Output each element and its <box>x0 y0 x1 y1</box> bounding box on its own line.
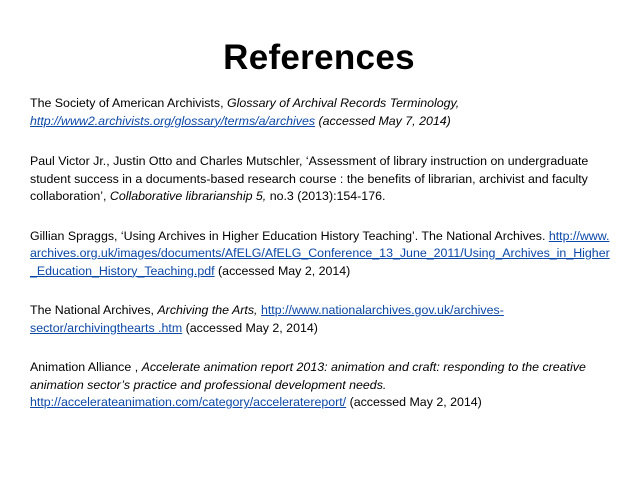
reference-link-part-1: http://www.nationalarchives.gov.uk/archives- <box>260 303 504 317</box>
reference-item <box>30 153 610 206</box>
reference-link[interactable]: http://www.archives.org.uk/images/documents/AfELG/AfELG_Conference_13_June_2011/Using_Archives_in_Higher_Education_History_Teaching.pdf <box>30 228 610 278</box>
reference-link[interactable]: http://www2.archivists.org/glossary/terms/a/archives <box>30 113 316 128</box>
reference-author: The National Archives, <box>30 303 158 317</box>
page-title: References <box>223 38 415 77</box>
reference-journal: Collaborative librarianship 5, <box>109 189 267 203</box>
reference-accessed: (accessed May 2, 2014) <box>214 263 351 278</box>
reference-accessed: (accessed May 2, 2014) <box>182 320 318 335</box>
reference-title: Glossary of Archival Records Terminology, <box>226 96 460 110</box>
reference-item <box>30 95 610 130</box>
reference-accessed: (accessed May 2, 2014) <box>346 395 482 409</box>
reference-item <box>30 359 610 412</box>
reference-title: Archiving the Arts, <box>157 303 258 317</box>
reference-item <box>30 228 610 281</box>
reference-text: Gillian Spraggs, ‘Using Archives in Higher Education History Teaching’. The National Archives. <box>30 228 549 243</box>
reference-list <box>30 95 610 435</box>
reference-details: no.3 (2013):154-176. <box>266 189 386 203</box>
reference-title: Accelerate animation report 2013: animation and craft: responding to the creative animation sector’s practice and professional development needs. <box>30 360 586 392</box>
reference-link-part-2: sector/archivingthearts .htm <box>30 320 183 335</box>
reference-author: Animation Alliance , <box>30 360 142 374</box>
reference-author: The Society of American Archivists, <box>30 96 227 110</box>
reference-accessed: (accessed May 7, 2014) <box>318 113 451 128</box>
reference-item <box>30 302 610 337</box>
reference-text: Paul Victor Jr., Justin Otto and Charles Mutschler, ‘Assessment of library instruction on undergraduate student success in a documents-based research course : the benefits of librarian, archivist and faculty collaboration’, <box>30 154 589 203</box>
reference-link[interactable]: http://accelerateanimation.com/category/acceleratereport/ <box>30 395 347 409</box>
